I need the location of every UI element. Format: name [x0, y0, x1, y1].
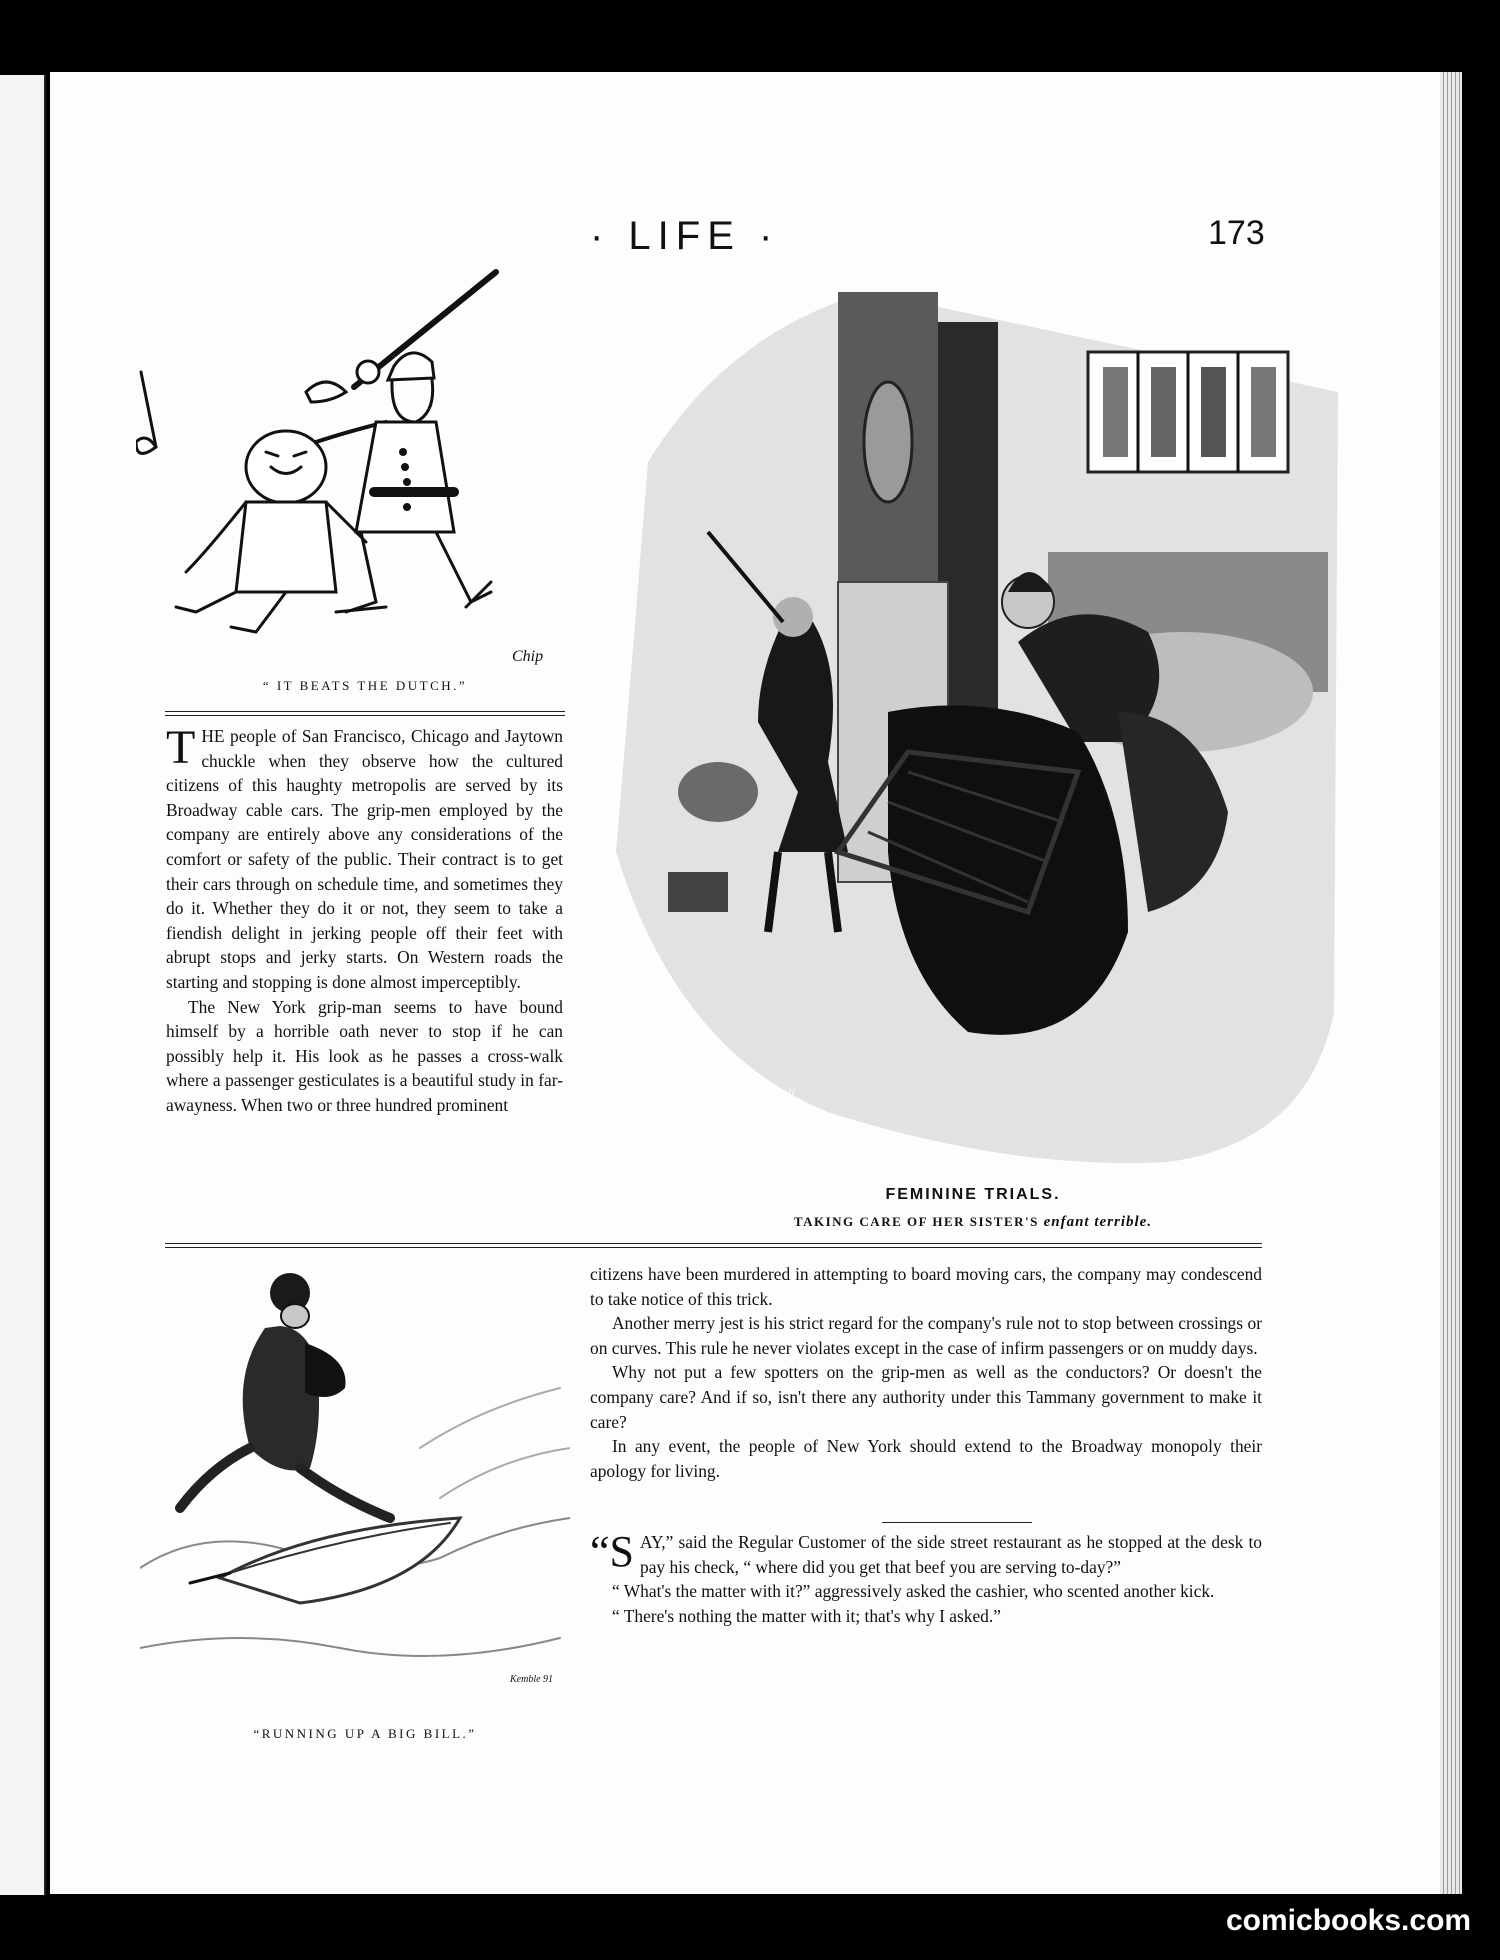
article-paragraph-1: HE people of San Francisco, Chicago and Jaytown chuckle when they observe how the cultured citizens of this haughty metropolis are served by its Broadway cable cars. The grip-men employed by the company are entirely above any considerations of the comfort or safety of the public. Their contract is to get their cars through on schedule time, and sometimes they do it. Whether they do it or not, they seem to take a fiendish delight in jerking people off their feet with abrupt stops and jerky starts. On Western roads the starting and stopping is done almost imperceptibly. [166, 726, 563, 992]
anecdote-paragraph-2: “ What's the matter with it?” aggressively asked the cashier, who scented another kick. [612, 1581, 1215, 1602]
cartoon-top-signature: Chip [512, 648, 544, 665]
article-paragraph-3: Another merry jest is his strict regard for the company's rule not to stop between crossings or on curves. This rule he never violates except in the case of infirm passengers or on muddy days. [590, 1313, 1262, 1358]
article-paragraph-5: In any event, the people of New York should extend to the Broadway monopoly their apology for living. [590, 1436, 1262, 1481]
cartoon-monkey-illustration [140, 1268, 570, 1678]
feminine-trials-illustration [608, 292, 1338, 1170]
feature-subtitle [608, 1214, 1338, 1231]
article-column-right [590, 1262, 1262, 1512]
column-divider-top [165, 711, 565, 716]
watermark-logo: comicbooks.com [1226, 1904, 1472, 1937]
feature-title: FEMININE TRIALS. [885, 1186, 1061, 1203]
horizontal-divider-main [165, 1243, 1262, 1248]
cartoon-top-caption: “ IT BEATS THE DUTCH.” [262, 678, 468, 693]
cartoon-bottom-signature: Kemble 91 [510, 1674, 554, 1685]
feature-signature: Frank W. Small [720, 1086, 795, 1100]
anecdote-paragraph-3: “ There's nothing the matter with it; that's why I asked.” [612, 1605, 1001, 1626]
book-page-edges [1440, 72, 1462, 1894]
cartoon-policeman-illustration [136, 262, 566, 672]
page-number: 173 [1208, 214, 1265, 252]
anecdote-column [590, 1527, 1262, 1690]
masthead: · LIFE · [590, 214, 780, 258]
anecdote-paragraph-1: AY,” said the Regular Customer of the side street restaurant as he stopped at the desk to pay his check, “ where did you get that beef you are serving to-day?” [640, 1532, 1262, 1577]
anecdote-dropcap: “S [590, 1527, 634, 1576]
feature-subtitle-italic: enfant terrible. [1043, 1214, 1153, 1230]
cartoon-bottom-caption: “RUNNING UP A BIG BILL.” [253, 1726, 477, 1741]
section-divider-short [882, 1522, 1032, 1523]
article-dropcap: T [166, 721, 196, 774]
article-paragraph-2-continued: citizens have been murdered in attempting to board moving cars, the company may condescend to take notice of this trick. [590, 1264, 1262, 1309]
article-paragraph-2: The New York grip-man seems to have bound himself by a horrible oath never to stop if he can possibly help it. His look as he passes a cross-walk where a passenger gesticulates is a beautiful study in far-awayness. When two or three hundred prominent [166, 996, 563, 1115]
feature-subtitle-text: TAKING CARE OF HER SISTER'S [793, 1214, 1039, 1229]
previous-page-edge [0, 75, 46, 1895]
article-column-left [166, 721, 563, 1234]
article-paragraph-4: Why not put a few spotters on the grip-men as well as the conductors? Or doesn't the company care? And if so, isn't there any authority under this Tammany government to make it care? [590, 1362, 1262, 1432]
